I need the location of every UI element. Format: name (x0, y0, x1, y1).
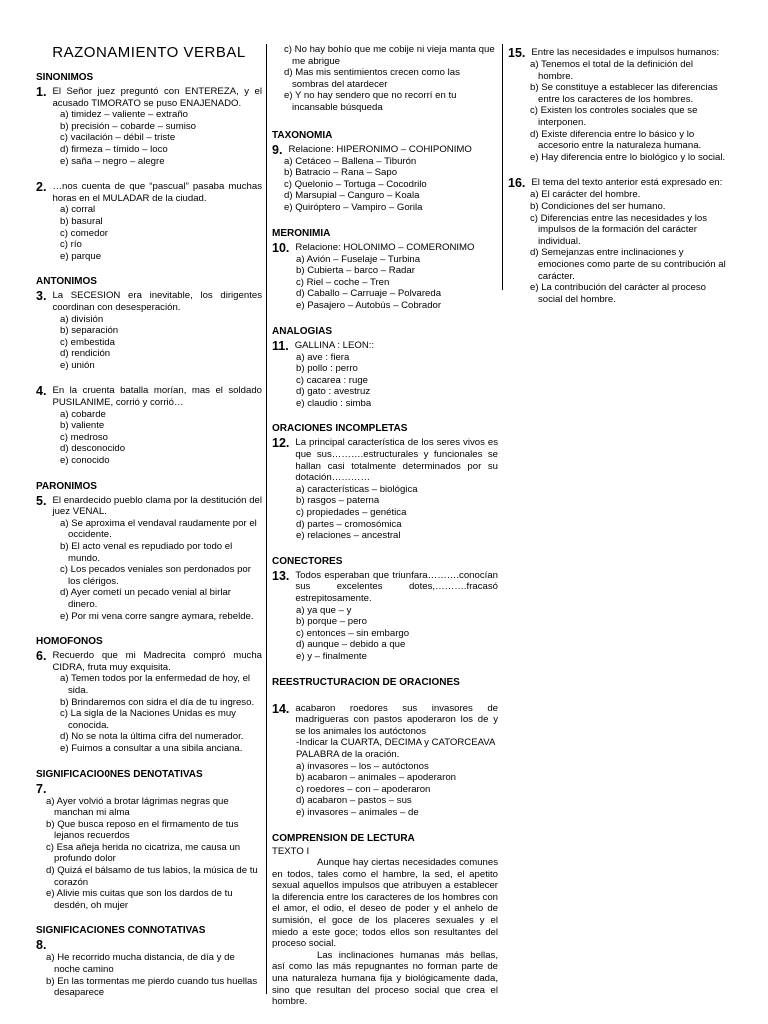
option: e) saña – negro – alegre (60, 155, 165, 167)
option: e) conocido (60, 455, 110, 467)
option: e) Y no hay sendero que no recorrí en tu incansable búsqueda (284, 90, 457, 113)
question-text: El tema del texto anterior está expresado en: (531, 177, 723, 189)
option: e) La contribución del carácter al proceso social del hombre. (530, 282, 706, 305)
question-number: 6. (36, 649, 47, 664)
option: d) Semejanzas entre inclinaciones y emociones como parte de su contribución al carácter. (530, 247, 726, 282)
option: c) entonces – sin embargo (296, 627, 410, 639)
option: c) No hay bohío que me cobije ni vieja manta que me abrigue (284, 44, 495, 67)
reading-paragraph-1: Aunque hay ciertas necesidades comunes en todos, tales como el hambre, la sed, el apetito sexual aquellos impulsos que atribuyen a establecer la diferencia entre los caracteres de los hombres con el amor, el odio, el deseo de poder y el anhelo de sumisión, el goce de los placeres sexuales y el miedo a este goce; todos ellos son resultantes del proceso social. (272, 857, 498, 950)
options-list (36, 109, 262, 167)
option: b) En las tormentas me pierdo cuando tus huellas desaparece (46, 975, 258, 999)
section-heading-oraciones-incompletas: ORACIONES INCOMPLETAS (272, 423, 408, 435)
reading-text-label: TEXTO I (272, 845, 310, 857)
question-number: 7. (36, 781, 47, 796)
question-number: 13. (272, 568, 290, 583)
options-list (272, 761, 498, 819)
option: a) cobarde (60, 408, 106, 420)
option: d) firmeza – tímido – loco (60, 143, 168, 155)
option: d) Mas mis sentimientos crecen como las sombras del atardecer (284, 67, 460, 90)
section-heading-taxonomia: TAXONOMIA (272, 129, 333, 141)
question-number: 2. (36, 180, 47, 195)
option: c) comedor (60, 227, 108, 239)
option: c) La sigla de la Naciones Unidas es muy conocida. (60, 708, 236, 731)
option: b) Batracio – Rana – Sapo (284, 167, 398, 179)
question-text: Todos esperaban que triunfara……….conocían sus excelentes dotes,……….fracasó estrepitosamente. (295, 569, 498, 604)
question-12 (272, 437, 498, 483)
option: e) relaciones – ancestral (296, 530, 401, 542)
options-list (508, 59, 730, 163)
option: b) Que busca reposo en el firmamento de tus lejanos recuerdos (46, 818, 239, 842)
option: d) acabaron – pastos – sus (296, 795, 412, 807)
section-heading-antonimos: ANTONIMOS (36, 276, 97, 288)
option: c) propiedades – genética (296, 507, 407, 519)
question-number: 12. (272, 436, 290, 451)
option: a) Temen todos por la enfermedad de hoy, el sida. (60, 673, 251, 696)
option: e) Pasajero – Autobús – Cobrador (296, 299, 442, 311)
option: c) Riel – coche – Tren (296, 276, 390, 288)
option: a) Cetáceo – Ballena – Tiburón (284, 155, 417, 167)
options-list (36, 518, 262, 622)
question-number: 9. (272, 142, 283, 157)
option: c) Existen los controles sociales que se interponen. (530, 105, 698, 128)
question-2 (36, 181, 262, 204)
option: b) rasgos – paterna (296, 495, 380, 507)
column-3 (508, 44, 730, 305)
option: a) El carácter del hombre. (530, 189, 641, 201)
options-list (508, 189, 730, 305)
option: e) unión (60, 359, 95, 371)
question-number: 16. (508, 176, 526, 191)
option: b) Se constituye a establecer las diferencias entre los caracteres de los hombres. (530, 82, 718, 105)
section-heading-homofonos: HOMOFONOS (36, 636, 103, 648)
question-text: Recuerdo que mi Madrecita compró mucha CIDRA, fruta muy exquisita. (52, 650, 262, 673)
option: e) Fuimos a consultar a una sibila anciana. (60, 742, 243, 754)
options-list (272, 484, 498, 542)
option: e) invasores – animales – de (296, 806, 419, 818)
option: b) basural (60, 215, 103, 227)
option: b) precisión – cobarde – sumiso (60, 120, 196, 132)
options-list (36, 409, 262, 467)
question-14 (272, 703, 498, 738)
option: e) y – finalmente (296, 650, 367, 662)
option: b) acabaron – animales – apoderaron (296, 772, 457, 784)
options-list (36, 204, 262, 262)
option: a) Avión – Fuselaje – Turbina (296, 253, 421, 265)
option: e) Alivie mis cuitas que son los dardos de tu desdén, oh mujer (46, 888, 233, 911)
option: d) Marsupial – Canguro – Koala (284, 190, 420, 202)
section-heading-paronimos: PARONIMOS (36, 480, 97, 492)
question-6 (36, 650, 262, 673)
question-text: En la cruenta batalla morían, mas el soldado PUSILANIME, corrió y corrió… (52, 385, 262, 409)
option: b) pollo : perro (296, 363, 358, 375)
options-list (272, 605, 498, 663)
section-heading-sinonimos: SINONIMOS (36, 72, 94, 83)
option: a) corral (60, 204, 96, 216)
column-divider-right (502, 44, 503, 290)
options-list (272, 352, 498, 410)
question-text: Entre las necesidades e impulsos humanos: (531, 47, 720, 58)
question-number: 1. (36, 85, 47, 99)
option: d) aunque – debido a que (296, 639, 406, 651)
question-11 (272, 340, 498, 352)
option: e) Quiróptero – Vampiro – Gorila (284, 201, 423, 213)
options-list (272, 44, 498, 114)
option: a) invasores – los – autóctonos (296, 760, 429, 772)
question-16 (508, 177, 730, 189)
options-list (272, 156, 498, 214)
question-text: La principal característica de los seres vivos es que sus……….estructurales y funcionales se hallan casi totalmente determinados por su dotación………… (295, 437, 498, 484)
option: a) Ayer volvió a brotar lágrimas negras que manchan mi alma (46, 795, 229, 819)
reading-paragraph-2: Las inclinaciones humanas más bellas, así como las más repugnantes no forman parte de una naturaleza humana fija y biológicamente dada, sino que resultan del proceso social que crea el hombre. (272, 949, 498, 1008)
options-list (272, 254, 498, 312)
question-number: 15. (508, 46, 526, 60)
option: c) Diferencias entre las necesidades y los impulsos de la formación del carácter individual. (530, 212, 708, 247)
question-number: 3. (36, 289, 47, 304)
question-number: 5. (36, 493, 47, 508)
option: d) Ayer cometí un pecado venial al birlar dinero. (60, 587, 232, 610)
option: b) Condiciones del ser humano. (530, 200, 666, 212)
question-number: 14. (272, 701, 290, 716)
question-number: 11. (272, 338, 289, 353)
page-title: RAZONAMIENTO VERBAL (52, 44, 246, 61)
question-number: 8. (36, 938, 47, 953)
column-1 (36, 44, 262, 999)
section-heading-connotativas: SIGNIFICACIONES CONNOTATIVAS (36, 925, 206, 937)
section-heading-analogias: ANALOGIAS (272, 325, 332, 337)
option: b) Cubierta – barco – Radar (296, 265, 415, 277)
question-number: 10. (272, 240, 290, 255)
option: d) partes – cromosómica (296, 518, 402, 530)
column-divider-left (266, 44, 267, 994)
question-text: Relacione: HOLONIMO – COMERONIMO (295, 241, 475, 253)
section-heading-reestructuracion: REESTRUCTURACION DE ORACIONES (272, 676, 460, 688)
column-2 (272, 44, 498, 1008)
option: c) medroso (60, 431, 108, 443)
options-list (36, 952, 262, 998)
option: e) parque (60, 250, 102, 262)
option: c) río (60, 239, 82, 251)
question-text: La SECESION era inevitable, los dirigentes coordinan con desesperación. (52, 290, 262, 313)
option: d) Existe diferencia entre lo básico y lo accesorio entre la naturaleza humana. (530, 128, 702, 152)
option: e) Hay diferencia entre lo biológico y lo social. (530, 151, 726, 163)
option: b) El acto venal es repudiado por todo el mundo. (60, 541, 233, 564)
question-instruction: -Indicar la CUARTA, DECIMA y CATORCEAVA PALABRA de la oración. (296, 737, 495, 760)
option: c) vacilación – débil – triste (60, 132, 176, 144)
question-5 (36, 495, 262, 518)
options-list (36, 796, 262, 912)
option: a) ya que – y (296, 604, 352, 616)
option: a) división (60, 313, 104, 325)
option: e) Por mi vena corre sangre aymara, rebelde. (60, 610, 254, 622)
option: d) desconocido (60, 443, 126, 455)
question-text: Relacione: HIPERONIMO – COHIPONIMO (288, 143, 472, 155)
question-text: El enardecido pueblo clama por la destitución del juez VENAL. (52, 494, 262, 518)
option: d) Caballo – Carruaje – Polvareda (296, 288, 442, 300)
question-3 (36, 290, 262, 313)
section-heading-comprension: COMPRENSION DE LECTURA (272, 832, 415, 844)
option: d) gato : avestruz (296, 386, 371, 398)
option: b) valiente (60, 420, 105, 432)
option: b) porque – pero (296, 616, 367, 628)
question-text: El Señor juez preguntó con ENTEREZA, y el acusado TIMORATO se puso ENAJENADO. (52, 86, 262, 109)
option: b) separación (60, 325, 119, 337)
option: d) No se nota la última cifra del numerador. (60, 731, 244, 743)
option: c) Quelonio – Tortuga – Cocodrilo (284, 178, 427, 190)
question-number: 4. (36, 384, 47, 399)
option: c) embestida (60, 336, 115, 348)
option: a) características – biológica (296, 483, 418, 495)
options-list (36, 314, 262, 372)
option: a) Se aproxima el vendaval raudamente por el occidente. (60, 517, 257, 541)
option: d) Quizá el bálsamo de tus labios, la música de tu corazón (46, 865, 258, 888)
option: e) claudio : simba (296, 397, 372, 409)
question-text: acabaron roedores sus invasores de madrigueras con pastos apoderaron los de y se los animales los autóctonos (295, 702, 498, 737)
question-15 (508, 47, 730, 59)
question-4 (36, 385, 262, 408)
option: a) He recorrido mucha distancia, de día y de noche camino (46, 952, 235, 976)
option: c) cacarea : ruge (296, 374, 368, 386)
question-text: …nos cuenta de que “pascual” pasaba muchas horas en el MULADAR de la ciudad. (52, 181, 262, 204)
section-heading-conectores: CONECTORES (272, 555, 343, 567)
option: a) Tenemos el total de la definición del hombre. (530, 59, 694, 82)
section-heading-denotativas: SIGNIFICACIO0NES DENOTATIVAS (36, 768, 203, 780)
question-13 (272, 570, 498, 605)
option: c) roedores – con – apoderaron (296, 783, 431, 795)
option: c) Los pecados veniales son perdonados por los clérigos. (60, 564, 251, 587)
question-9 (272, 144, 498, 156)
question-1 (36, 86, 262, 109)
options-list (36, 673, 262, 754)
question-text: GALLINA : LEON:: (294, 339, 375, 351)
option: a) ave : fiera (296, 351, 350, 363)
option: d) rendición (60, 348, 111, 360)
option: c) Esa añeja herida no cicatriza, me causa un profundo dolor (46, 841, 241, 865)
question-10 (272, 242, 498, 254)
section-heading-meronimia: MERONIMIA (272, 227, 331, 239)
option: a) timidez – valiente – extraño (60, 109, 188, 121)
option: b) Brindaremos con sidra el día de tu ingreso. (60, 696, 255, 708)
